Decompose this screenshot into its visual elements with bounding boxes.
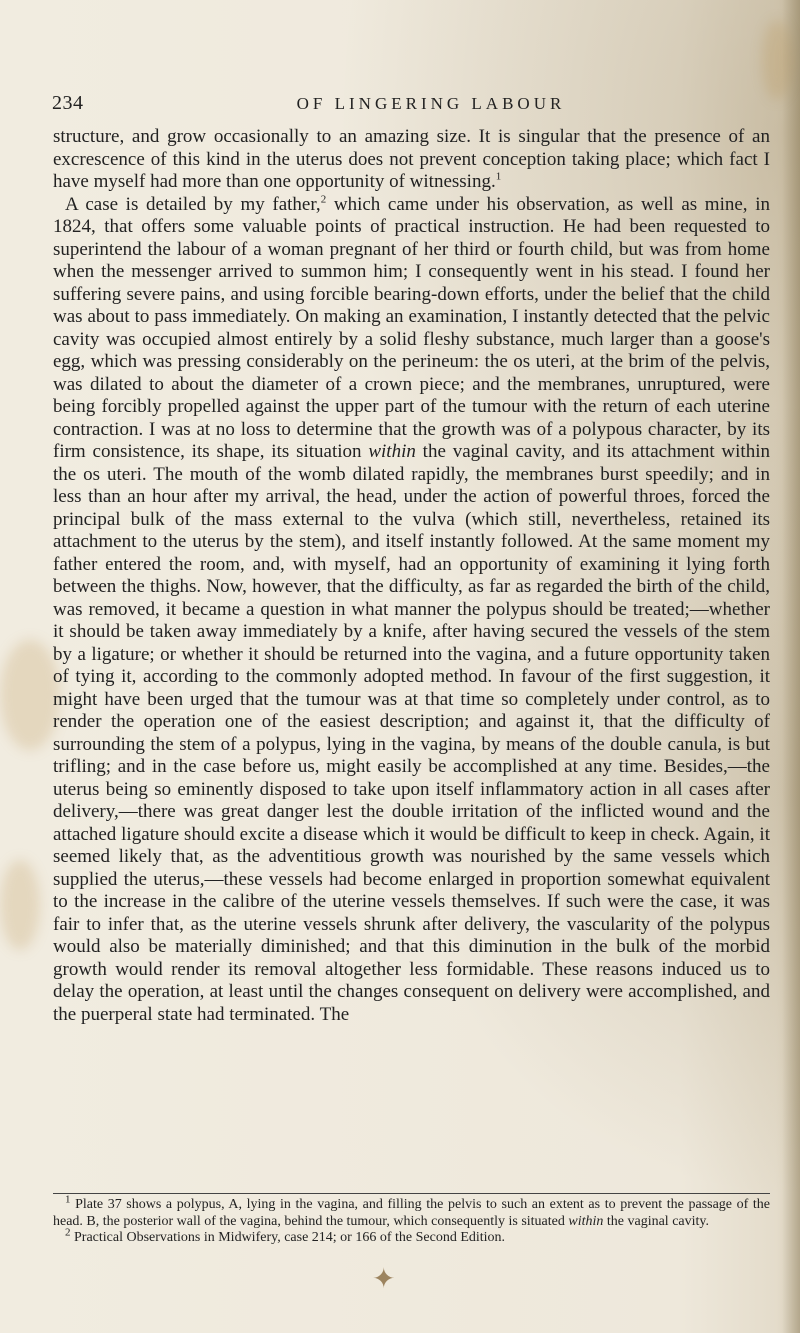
page-number: 234 — [52, 92, 84, 114]
paragraph-1 — [53, 126, 770, 194]
paragraph-2-text-a: A case is detailed by my father, — [65, 193, 321, 215]
printer-ornament-mark: ✦ — [372, 1264, 396, 1295]
paragraph-2-text-c: the vaginal cavity, and its attachment within the os uteri. The mouth of the womb dilated rapidly, the membranes burst speedily; and in less than an hour after my arrival, the head, under the action of powerful throes, forced the principal bulk of the mass external to the vulva (which still, nevertheless, retained its attachment to the uterus by the stem), and itself instantly followed. At the same moment my father entered the room, and, with myself, had an opportunity of examining it lying forth between the thighs. Now, however, that the difficulty, as far as regarded the birth of the child, was removed, it became a question in what manner the polypus should be treated;—whether it should be taken away immediately by a knife, after having secured the vessels of the stem by a ligature; or whether it should be returned into the vagina, and a future opportunity taken of tying it, according to the commonly adopted method. In favour of the first suggestion, it might have been urged that the tumour was at that time so completely under control, as to render the operation one of the easiest description; and against it, that the difficulty of surrounding the stem of a polypus, lying in the vagina, by means of the double canula, is but trifling; and in the case before us, might easily be accomplished at any time. Besides,—the uterus being so eminently disposed to take upon itself inflammatory action in all cases after delivery,—there was great danger lest the double irritation of the inflicted wound and the attached ligature should excite a disease which it would be difficult to keep in check. Again, it seemed likely that, as the adventitious growth was nourished by the same vessels which supplied the uterus,—these vessels had become enlarged in proportion somewhat equivalent to the increase in the calibre of the uterine vessels themselves. If such were the case, it was fair to infer that, as the uterine vessels shrunk after delivery, the vascularity of the polypus would also be materially diminished; and that this diminution in the bulk of the morbid growth would render its removal altogether less formidable. These reasons induced us to delay the operation, at least until the changes consequent on delivery were accomplished, and the puerperal state had terminated. The — [53, 441, 770, 1025]
footnote-1-emphasis: within — [568, 1213, 604, 1229]
page-header — [52, 92, 770, 116]
footnote-2-text: Practical Observations in Midwifery, case 214; or 166 of the Second Edition. — [70, 1230, 506, 1245]
footnote-ref-1: 1 — [495, 170, 502, 183]
footnote-1 — [53, 1193, 770, 1230]
footnote-ref-2: 2 — [320, 193, 327, 206]
paragraph-2 — [53, 194, 770, 1027]
paragraph-2-text-b: which came under his observation, as well as mine, in 1824, that offers some valuable points of practical instruction. He had been requested to superintend the labour of a woman pregnant of her third or fourth child, but was from home when the messenger arrived to summon him; I consequently went in his stead. I found her suffering severe pains, and using forcible bearing-down efforts, under the belief that the child was about to pass immediately. On making an examination, I instantly detected that the pelvic cavity was occupied almost entirely by a solid fleshy substance, much larger than a goose's egg, which was pressing considerably on the perineum: the os uteri, at the brim of the pelvis, was dilated to about the diameter of a crown piece; and the membranes, unruptured, were being forcibly propelled against the upper part of the tumour with the return of each uterine contraction. I was at no loss to determine that the growth was of a polypous character, by its firm consistence, its shape, its situation — [53, 193, 770, 462]
paper-stain — [0, 860, 40, 950]
running-title: OF LINGERING LABOUR — [296, 94, 566, 113]
footnote-1-text-a: Plate 37 shows a polypus, A, lying in the vagina, and filling the pelvis to such an extent as to prevent the passage of the head. B, the posterior wall of the vagina, behind the tumour, which consequently is situated — [53, 1197, 770, 1229]
footnote-2-mark: 2 — [65, 1226, 71, 1239]
footnote-2 — [53, 1226, 770, 1247]
main-text — [53, 126, 770, 1026]
footnote-1-mark: 1 — [65, 1193, 71, 1206]
footnote-1-text-b: the vaginal cavity. — [603, 1213, 709, 1229]
paragraph-1-text: structure, and grow occasionally to an amazing size. It is singular that the presence of an excrescence of this kind in the uterus does not prevent conception taking place; which fact I have myself had more than one opportunity of witnessing. — [53, 126, 770, 192]
paper-stain — [0, 640, 60, 750]
paper-stain — [762, 20, 792, 100]
paragraph-2-emphasis: within — [368, 441, 416, 462]
footnotes — [53, 1193, 770, 1247]
page-edge-shadow — [782, 0, 800, 1333]
footnote-divider — [53, 1193, 770, 1194]
